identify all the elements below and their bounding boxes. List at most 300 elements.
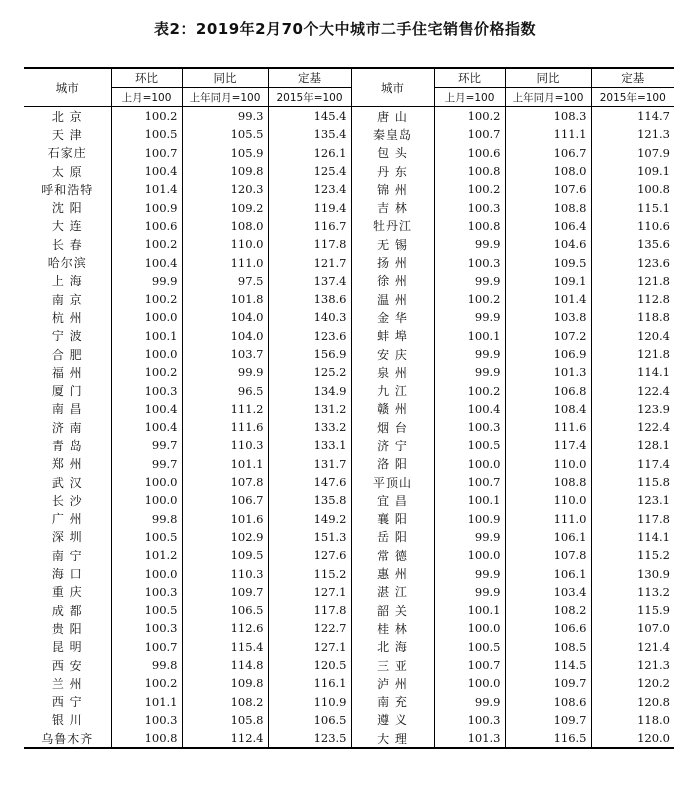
base-right-cell: 115.1	[591, 198, 674, 216]
base-right-cell: 115.2	[591, 546, 674, 564]
city-left-cell: 西 安	[51, 658, 83, 673]
table-row	[24, 418, 674, 436]
yoy-left-cell: 97.5	[182, 272, 268, 290]
base-left-cell: 131.2	[268, 400, 351, 418]
mom-right-cell: 100.2	[434, 107, 505, 126]
mom-right-cell: 100.3	[434, 418, 505, 436]
city-left-cell: 武 汉	[51, 475, 83, 490]
yoy-left-cell: 114.8	[182, 656, 268, 674]
base-left-cell: 134.9	[268, 381, 351, 399]
table-row	[24, 345, 674, 363]
yoy-right-cell: 109.1	[505, 272, 591, 290]
base-left-cell: 126.1	[268, 144, 351, 162]
yoy-right-cell: 109.5	[505, 253, 591, 271]
city-right-cell: 蚌 埠	[351, 327, 434, 345]
mom-subheader-right: 上月=100	[434, 88, 505, 107]
mom-left-cell: 100.2	[111, 107, 182, 126]
mom-right-cell: 100.3	[434, 711, 505, 729]
table-row	[24, 436, 674, 454]
table-row	[24, 400, 674, 418]
mom-right-cell: 100.8	[434, 217, 505, 235]
mom-right-cell: 99.9	[434, 308, 505, 326]
table-row	[24, 601, 674, 619]
yoy-left-cell: 99.9	[182, 363, 268, 381]
table-row	[24, 290, 674, 308]
city-right-cell: 秦皇岛	[351, 125, 434, 143]
mom-left-cell: 101.2	[111, 546, 182, 564]
city-left-cell: 银 川	[51, 713, 83, 728]
yoy-right-cell: 114.5	[505, 656, 591, 674]
base-right-cell: 128.1	[591, 436, 674, 454]
mom-left-cell: 100.0	[111, 345, 182, 363]
mom-right-cell: 100.6	[434, 144, 505, 162]
city-left-cell: 西 宁	[51, 695, 83, 710]
city-header-left: 城市	[24, 68, 111, 107]
table-row	[24, 363, 674, 381]
mom-right-cell: 100.5	[434, 436, 505, 454]
city-right-cell: 锦 州	[351, 180, 434, 198]
mom-header-left: 环比	[111, 68, 182, 88]
mom-left-cell: 101.4	[111, 180, 182, 198]
city-right-cell: 常 德	[351, 546, 434, 564]
mom-left-cell: 99.9	[111, 272, 182, 290]
mom-left-cell: 100.0	[111, 308, 182, 326]
base-left-cell: 127.1	[268, 638, 351, 656]
yoy-right-cell: 108.8	[505, 198, 591, 216]
yoy-left-cell: 101.1	[182, 455, 268, 473]
yoy-left-cell: 112.6	[182, 619, 268, 637]
yoy-left-cell: 105.9	[182, 144, 268, 162]
table-row	[24, 564, 674, 582]
city-right-cell: 烟 台	[351, 418, 434, 436]
mom-left-cell: 100.7	[111, 638, 182, 656]
city-right-cell: 安 庆	[351, 345, 434, 363]
yoy-left-cell: 105.5	[182, 125, 268, 143]
mom-left-cell: 100.2	[111, 235, 182, 253]
base-right-cell: 109.1	[591, 162, 674, 180]
city-right-cell: 泸 州	[351, 674, 434, 692]
mom-header-right: 环比	[434, 68, 505, 88]
yoy-right-cell: 108.4	[505, 400, 591, 418]
city-left-cell: 乌鲁木齐	[24, 729, 111, 748]
base-subheader-right: 2015年=100	[591, 88, 674, 107]
base-right-cell: 130.9	[591, 564, 674, 582]
yoy-subheader-left: 上年同月=100	[182, 88, 268, 107]
table-row	[24, 656, 674, 674]
yoy-left-cell: 104.0	[182, 308, 268, 326]
yoy-left-cell: 120.3	[182, 180, 268, 198]
base-left-cell: 138.6	[268, 290, 351, 308]
yoy-right-cell: 116.5	[505, 729, 591, 748]
mom-left-cell: 100.3	[111, 381, 182, 399]
base-right-cell: 112.8	[591, 290, 674, 308]
city-left-cell: 福 州	[51, 365, 83, 380]
yoy-left-cell: 111.6	[182, 418, 268, 436]
table-row	[24, 198, 674, 216]
yoy-right-cell: 107.6	[505, 180, 591, 198]
mom-left-cell: 99.8	[111, 510, 182, 528]
base-right-cell: 135.6	[591, 235, 674, 253]
base-right-cell: 120.8	[591, 693, 674, 711]
table-row	[24, 217, 674, 235]
mom-right-cell: 100.0	[434, 619, 505, 637]
yoy-left-cell: 108.0	[182, 217, 268, 235]
city-left-cell: 哈尔滨	[47, 256, 87, 271]
city-right-cell: 温 州	[351, 290, 434, 308]
mom-right-cell: 99.9	[434, 363, 505, 381]
base-right-cell: 122.4	[591, 381, 674, 399]
mom-right-cell: 100.7	[434, 473, 505, 491]
mom-right-cell: 100.5	[434, 638, 505, 656]
yoy-left-cell: 102.9	[182, 528, 268, 546]
price-index-table	[24, 67, 674, 749]
base-right-cell: 115.9	[591, 601, 674, 619]
table-row	[24, 272, 674, 290]
table-title: 表2：2019年2月70个大中城市二手住宅销售价格指数	[154, 20, 536, 38]
mom-right-cell: 100.8	[434, 162, 505, 180]
mom-left-cell: 100.1	[111, 327, 182, 345]
table-row	[24, 491, 674, 509]
mom-left-cell: 100.5	[111, 528, 182, 546]
base-left-cell: 135.8	[268, 491, 351, 509]
mom-left-cell: 100.7	[111, 144, 182, 162]
city-left-cell: 太 原	[51, 164, 83, 179]
yoy-left-cell: 107.8	[182, 473, 268, 491]
mom-right-cell: 99.9	[434, 235, 505, 253]
city-right-cell: 九 江	[351, 381, 434, 399]
city-left-cell: 贵 阳	[51, 621, 83, 636]
city-right-cell: 韶 关	[351, 601, 434, 619]
mom-right-cell: 100.3	[434, 253, 505, 271]
yoy-left-cell: 96.5	[182, 381, 268, 399]
mom-right-cell: 99.9	[434, 583, 505, 601]
yoy-right-cell: 103.8	[505, 308, 591, 326]
city-right-cell: 南 充	[351, 693, 434, 711]
base-left-cell: 156.9	[268, 345, 351, 363]
yoy-left-cell: 99.3	[182, 107, 268, 126]
base-right-cell: 114.1	[591, 528, 674, 546]
mom-right-cell: 100.0	[434, 546, 505, 564]
yoy-left-cell: 112.4	[182, 729, 268, 748]
mom-right-cell: 100.7	[434, 656, 505, 674]
base-right-cell: 123.1	[591, 491, 674, 509]
mom-right-cell: 100.1	[434, 327, 505, 345]
city-right-cell: 北 海	[351, 638, 434, 656]
city-left-cell: 上 海	[51, 274, 83, 289]
base-right-cell: 107.0	[591, 619, 674, 637]
city-left-cell: 昆 明	[51, 640, 83, 655]
mom-right-cell: 100.4	[434, 400, 505, 418]
city-right-cell: 泉 州	[351, 363, 434, 381]
mom-right-cell: 100.0	[434, 674, 505, 692]
city-left-cell: 兰 州	[51, 676, 83, 691]
table-row	[24, 125, 674, 143]
yoy-right-cell: 106.7	[505, 144, 591, 162]
mom-right-cell: 100.1	[434, 491, 505, 509]
base-left-cell: 121.7	[268, 253, 351, 271]
yoy-header-right: 同比	[505, 68, 591, 88]
base-right-cell: 100.8	[591, 180, 674, 198]
base-right-cell: 120.2	[591, 674, 674, 692]
yoy-left-cell: 106.5	[182, 601, 268, 619]
mom-right-cell: 99.9	[434, 272, 505, 290]
yoy-right-cell: 110.0	[505, 491, 591, 509]
base-left-cell: 149.2	[268, 510, 351, 528]
mom-left-cell: 100.2	[111, 290, 182, 308]
yoy-left-cell: 105.8	[182, 711, 268, 729]
mom-left-cell: 100.3	[111, 619, 182, 637]
base-left-cell: 115.2	[268, 564, 351, 582]
base-right-cell: 110.6	[591, 217, 674, 235]
yoy-right-cell: 109.7	[505, 711, 591, 729]
city-right-cell: 济 宁	[351, 436, 434, 454]
table-row	[24, 308, 674, 326]
yoy-left-cell: 109.2	[182, 198, 268, 216]
city-left-cell: 长 沙	[51, 493, 83, 508]
yoy-right-cell: 106.8	[505, 381, 591, 399]
yoy-left-cell: 101.6	[182, 510, 268, 528]
city-right-cell: 扬 州	[351, 253, 434, 271]
mom-right-cell: 99.9	[434, 693, 505, 711]
mom-right-cell: 100.7	[434, 125, 505, 143]
base-left-cell: 123.5	[268, 729, 351, 748]
yoy-right-cell: 108.5	[505, 638, 591, 656]
mom-left-cell: 100.0	[111, 473, 182, 491]
city-right-cell: 三 亚	[351, 656, 434, 674]
base-right-cell: 121.4	[591, 638, 674, 656]
yoy-right-cell: 108.3	[505, 107, 591, 126]
yoy-left-cell: 106.7	[182, 491, 268, 509]
table-row	[24, 619, 674, 637]
base-left-cell: 137.4	[268, 272, 351, 290]
city-right-cell: 徐 州	[351, 272, 434, 290]
base-left-cell: 125.2	[268, 363, 351, 381]
city-right-cell: 洛 阳	[351, 455, 434, 473]
base-left-cell: 106.5	[268, 711, 351, 729]
yoy-left-cell: 103.7	[182, 345, 268, 363]
base-left-cell: 122.7	[268, 619, 351, 637]
table-row	[24, 729, 674, 748]
yoy-left-cell: 115.4	[182, 638, 268, 656]
city-left-cell: 石家庄	[47, 146, 87, 161]
city-left-cell: 沈 阳	[51, 201, 83, 216]
city-left-cell: 济 南	[51, 420, 83, 435]
city-left-cell: 长 春	[51, 237, 83, 252]
city-right-cell: 唐 山	[351, 107, 434, 126]
base-left-cell: 133.1	[268, 436, 351, 454]
base-left-cell: 147.6	[268, 473, 351, 491]
yoy-right-cell: 108.8	[505, 473, 591, 491]
base-left-cell: 120.5	[268, 656, 351, 674]
mom-left-cell: 100.8	[111, 729, 182, 748]
base-right-cell: 121.3	[591, 125, 674, 143]
mom-right-cell: 100.2	[434, 381, 505, 399]
base-right-cell: 114.7	[591, 107, 674, 126]
base-right-cell: 115.8	[591, 473, 674, 491]
city-left-cell: 重 庆	[51, 585, 83, 600]
table-row	[24, 693, 674, 711]
table-row	[24, 473, 674, 491]
city-left-cell: 杭 州	[51, 310, 83, 325]
base-left-cell: 127.1	[268, 583, 351, 601]
yoy-subheader-right: 上年同月=100	[505, 88, 591, 107]
yoy-right-cell: 101.4	[505, 290, 591, 308]
mom-right-cell: 100.1	[434, 601, 505, 619]
mom-right-cell: 100.2	[434, 180, 505, 198]
city-left-cell: 南 宁	[51, 548, 83, 563]
table-row	[24, 510, 674, 528]
city-left-cell: 成 都	[51, 603, 83, 618]
mom-left-cell: 99.8	[111, 656, 182, 674]
yoy-right-cell: 106.1	[505, 564, 591, 582]
city-right-cell: 襄 阳	[351, 510, 434, 528]
base-right-cell: 114.1	[591, 363, 674, 381]
mom-left-cell: 100.0	[111, 564, 182, 582]
city-right-cell: 桂 林	[351, 619, 434, 637]
yoy-right-cell: 107.2	[505, 327, 591, 345]
yoy-right-cell: 104.6	[505, 235, 591, 253]
mom-left-cell: 100.4	[111, 162, 182, 180]
base-left-cell: 110.9	[268, 693, 351, 711]
mom-left-cell: 100.6	[111, 217, 182, 235]
table-row	[24, 381, 674, 399]
mom-left-cell: 101.1	[111, 693, 182, 711]
mom-right-cell: 99.9	[434, 345, 505, 363]
base-right-cell: 121.8	[591, 272, 674, 290]
base-right-cell: 123.6	[591, 253, 674, 271]
city-right-cell: 丹 东	[351, 162, 434, 180]
mom-right-cell: 99.9	[434, 528, 505, 546]
city-left-cell: 广 州	[51, 512, 83, 527]
base-left-cell: 116.1	[268, 674, 351, 692]
city-left-cell: 海 口	[51, 567, 83, 582]
mom-left-cell: 100.2	[111, 363, 182, 381]
yoy-right-cell: 110.0	[505, 455, 591, 473]
base-right-cell: 117.8	[591, 510, 674, 528]
yoy-right-cell: 103.4	[505, 583, 591, 601]
table-row	[24, 583, 674, 601]
mom-right-cell: 99.9	[434, 564, 505, 582]
base-left-cell: 123.6	[268, 327, 351, 345]
yoy-header-left: 同比	[182, 68, 268, 88]
city-right-cell: 大 理	[351, 729, 434, 748]
mom-left-cell: 100.9	[111, 198, 182, 216]
base-right-cell: 118.8	[591, 308, 674, 326]
yoy-right-cell: 106.4	[505, 217, 591, 235]
yoy-left-cell: 111.0	[182, 253, 268, 271]
yoy-left-cell: 104.0	[182, 327, 268, 345]
mom-left-cell: 100.5	[111, 601, 182, 619]
table-row	[24, 144, 674, 162]
city-header-right: 城市	[351, 68, 434, 107]
base-right-cell: 122.4	[591, 418, 674, 436]
city-left-cell: 郑 州	[51, 457, 83, 472]
table-row	[24, 638, 674, 656]
city-left-cell: 呼和浩特	[41, 182, 94, 197]
yoy-right-cell: 109.7	[505, 674, 591, 692]
yoy-right-cell: 117.4	[505, 436, 591, 454]
yoy-right-cell: 108.2	[505, 601, 591, 619]
base-right-cell: 120.0	[591, 729, 674, 748]
yoy-left-cell: 111.2	[182, 400, 268, 418]
base-left-cell: 140.3	[268, 308, 351, 326]
base-left-cell: 127.6	[268, 546, 351, 564]
base-right-cell: 113.2	[591, 583, 674, 601]
mom-left-cell: 100.0	[111, 491, 182, 509]
mom-right-cell: 100.0	[434, 455, 505, 473]
mom-left-cell: 100.4	[111, 418, 182, 436]
mom-right-cell: 100.2	[434, 290, 505, 308]
city-left-cell: 南 昌	[51, 402, 83, 417]
yoy-right-cell: 111.0	[505, 510, 591, 528]
table-row	[24, 235, 674, 253]
base-left-cell: 125.4	[268, 162, 351, 180]
base-left-cell: 119.4	[268, 198, 351, 216]
base-left-cell: 123.4	[268, 180, 351, 198]
city-right-cell: 赣 州	[351, 400, 434, 418]
table-row	[24, 455, 674, 473]
yoy-left-cell: 110.3	[182, 564, 268, 582]
city-left-cell: 大 连	[51, 219, 83, 234]
base-left-cell: 116.7	[268, 217, 351, 235]
base-left-cell: 145.4	[268, 107, 351, 126]
city-left-cell: 天 津	[51, 127, 83, 142]
base-right-cell: 121.3	[591, 656, 674, 674]
mom-left-cell: 100.4	[111, 253, 182, 271]
yoy-right-cell: 111.1	[505, 125, 591, 143]
yoy-right-cell: 106.9	[505, 345, 591, 363]
city-left-cell: 厦 门	[51, 384, 83, 399]
base-header-right: 定基	[591, 68, 674, 88]
city-left-cell: 青 岛	[51, 438, 83, 453]
yoy-left-cell: 109.8	[182, 162, 268, 180]
mom-left-cell: 100.2	[111, 674, 182, 692]
city-right-cell: 无 锡	[351, 235, 434, 253]
table-row	[24, 546, 674, 564]
base-left-cell: 131.7	[268, 455, 351, 473]
city-right-cell: 平顶山	[351, 473, 434, 491]
city-right-cell: 金 华	[351, 308, 434, 326]
table-row	[24, 253, 674, 271]
table-row	[24, 162, 674, 180]
city-left-cell: 宁 波	[51, 329, 83, 344]
base-header-left: 定基	[268, 68, 351, 88]
mom-left-cell: 99.7	[111, 455, 182, 473]
mom-left-cell: 100.4	[111, 400, 182, 418]
yoy-left-cell: 110.3	[182, 436, 268, 454]
yoy-left-cell: 109.7	[182, 583, 268, 601]
table-row	[24, 327, 674, 345]
mom-right-cell: 101.3	[434, 729, 505, 748]
city-right-cell: 吉 林	[351, 198, 434, 216]
base-left-cell: 117.8	[268, 601, 351, 619]
mom-left-cell: 100.5	[111, 125, 182, 143]
base-left-cell: 151.3	[268, 528, 351, 546]
yoy-left-cell: 109.8	[182, 674, 268, 692]
base-right-cell: 118.0	[591, 711, 674, 729]
city-left-cell: 南 京	[51, 292, 83, 307]
base-left-cell: 117.8	[268, 235, 351, 253]
base-right-cell: 120.4	[591, 327, 674, 345]
yoy-right-cell: 106.6	[505, 619, 591, 637]
city-left-cell: 深 圳	[51, 530, 83, 545]
yoy-left-cell: 108.2	[182, 693, 268, 711]
base-right-cell: 117.4	[591, 455, 674, 473]
city-right-cell: 牡丹江	[351, 217, 434, 235]
base-subheader-left: 2015年=100	[268, 88, 351, 107]
city-left-cell: 合 肥	[51, 347, 83, 362]
table-row	[24, 528, 674, 546]
